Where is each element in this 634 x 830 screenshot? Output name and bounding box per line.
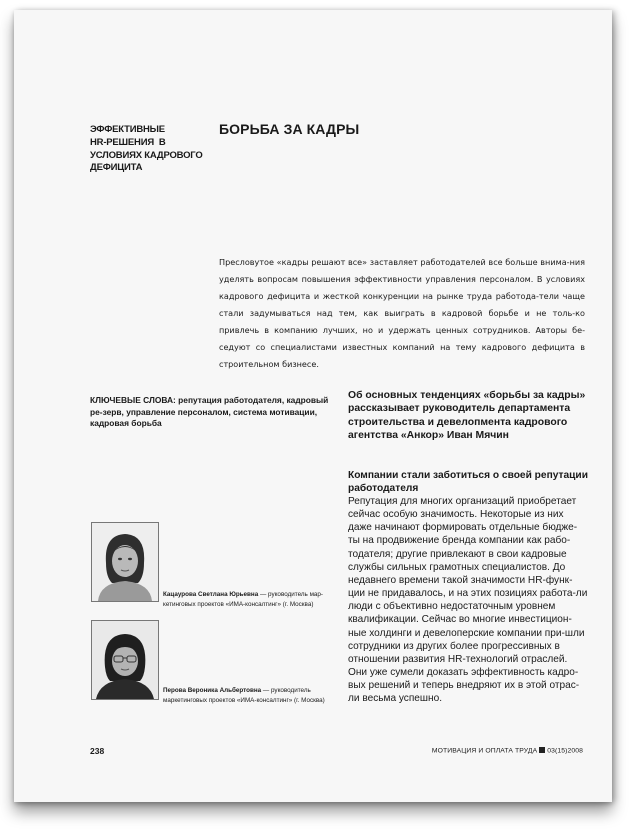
- rubric-line: HR-РЕШЕНИЯ В: [90, 136, 166, 148]
- interview-subheading: Компании стали заботиться о своей репутации работодателя: [348, 470, 588, 494]
- section-rubric: [90, 124, 208, 175]
- magazine-page: [14, 10, 612, 802]
- square-separator-icon: [539, 747, 545, 753]
- journal-name: МОТИВАЦИЯ И ОПЛАТА ТРУДА: [431, 747, 538, 755]
- interview-heading: Об основных тенденциях «борьбы за кадры» рассказывает руководитель департамента строительства и девелопмента кадрового агентства «Анкор» Иван Мячин: [348, 390, 586, 441]
- interview-body: Репутация для многих организаций приобретает сейчас особую значимость. Некоторые из них даже начинают формировать отдельные бюдже-ты на продвижение бренда компании как рабо-тодателя; другие привлекают в свои кадровые службы сильных грамотных специалистов. До недавнего времени такой значимости HR-функ-ции не придавалось, и на этих позициях работа-ли люди с объективно недостаточным уровнем квалификации. Сейчас во многие инвестицион-ные холдинги и девелоперские компании при-шли сотрудники из других более прогрессивных в отношении развития HR-технологий отраслей. Они уже сумели доказать эффективность кадро-вых решений и теперь внедряют их в этой отрас-ли весьма успешно.: [348, 496, 588, 705]
- article-lead: Пресловутое «кадры решают все» заставляет работодателей все больше внима-ния уделять вопросам повышения эффективности управления персоналом. В условиях кадрового дефицита и жесткой конкуренции на рынке труда работода-тели чаще стали задумываться над тем, как выиграть в кадровой борьбе и не толь-ко привлечь в компанию лучших, но и удержать ценных сотрудников. Авторы бе-седуют со специалистами известных компаний на тему кадрового дефицита в строительном бизнесе.: [219, 257, 585, 369]
- rubric-line: ДЕФИЦИТА: [90, 162, 143, 174]
- author-photo-katsaurova: [91, 522, 159, 602]
- rubric-line: ЭФФЕКТИВНЫЕ: [90, 124, 165, 135]
- rubric-line: УСЛОВИЯХ КАДРОВОГО: [90, 149, 203, 161]
- page-number: 238: [90, 746, 105, 756]
- author-name: Перова Вероника Альбертовна: [163, 687, 262, 694]
- author-photo-perova: [91, 620, 159, 700]
- keywords-label: КЛЮЧЕВЫЕ СЛОВА:: [90, 395, 176, 405]
- journal-issue: 03(15)2008: [547, 747, 583, 755]
- author-name: Кацаурова Светлана Юрьевна: [163, 591, 259, 598]
- author-caption-perova: [163, 686, 341, 706]
- author-role: — руководитель маркетинговых проектов «ИМА-консалтинг» (г. Москва): [163, 687, 325, 704]
- author-caption-katsaurova: [163, 590, 341, 610]
- journal-footer: [432, 747, 583, 755]
- author-role: — руководитель мар-кетинговых проектов «ИМА-консалтинг» (г. Москва): [163, 591, 324, 608]
- article-title: БОРЬБА ЗА КАДРЫ: [219, 121, 360, 137]
- keywords-block: [90, 395, 334, 430]
- keywords-text: репутация работодателя, кадровый ре-зерв, управление персоналом, система мотивации, кадровая борьба: [90, 395, 329, 429]
